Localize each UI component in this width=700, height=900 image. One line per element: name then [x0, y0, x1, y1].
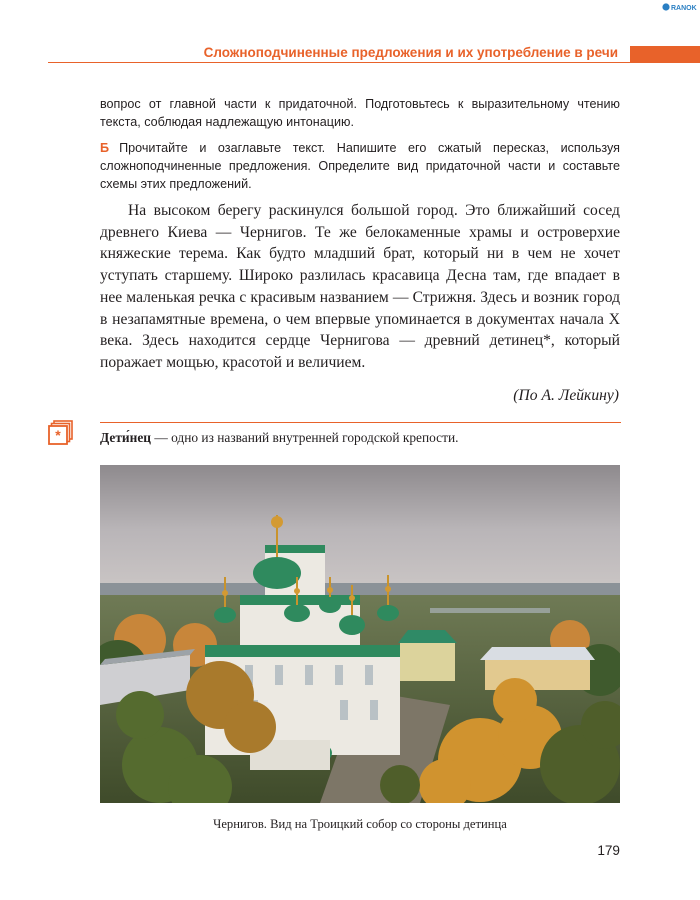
task-paragraph — [100, 139, 620, 193]
footnote-rule — [100, 422, 621, 423]
footnote-term: Дети́нец — [100, 430, 151, 445]
page-number: 179 — [597, 843, 620, 858]
header-title: Сложноподчиненные предложения и их употребление в речи — [203, 45, 618, 60]
publisher-logo — [662, 2, 698, 12]
excerpt-author: (По А. Лейкину) — [513, 387, 619, 404]
footnote — [100, 430, 458, 446]
svg-text:*: * — [55, 427, 61, 443]
publisher-logo-text: RANOK — [671, 5, 697, 12]
footnote-definition: — одно из названий внутренней городской крепости. — [151, 430, 459, 445]
footnote-icon — [48, 420, 74, 446]
task-letter: Б — [100, 141, 110, 155]
intro-paragraph: вопрос от главной части к придаточной. Подготовьтесь к выразительному чтению текста, соблюдая надлежащую интонацию. — [100, 97, 620, 129]
cathedral-photo — [100, 465, 620, 803]
header-rule — [48, 62, 630, 63]
photo-caption: Чернигов. Вид на Троицкий собор со стороны детинца — [213, 817, 507, 831]
excerpt-text: На высоком берегу раскинулся большой город. Это ближайший сосед древнего Киева — Чернигов. Те же белокаменные храмы и островерхие княжеские терема. Как будто младший брат, который ни в чем не хочет уступать старшему. Широко разлилась красавица Десна там, где впадает в нее маленькая речка с красивым названием — Стрижня. Здесь и возник город в незапамятные времена, о чем впервые упоминается в документах начала Х века. Здесь находится сердце Чернигова — древний детинец*, который поражает мощью, красотой и величием. — [100, 202, 620, 371]
header-accent-bar — [630, 46, 700, 63]
task-text: Прочитайте и озаглавьте текст. Напишите его сжатый пересказ, используя сложноподчиненные предложения. Определите вид придаточной части и составьте схемы этих предложений. — [100, 141, 620, 191]
